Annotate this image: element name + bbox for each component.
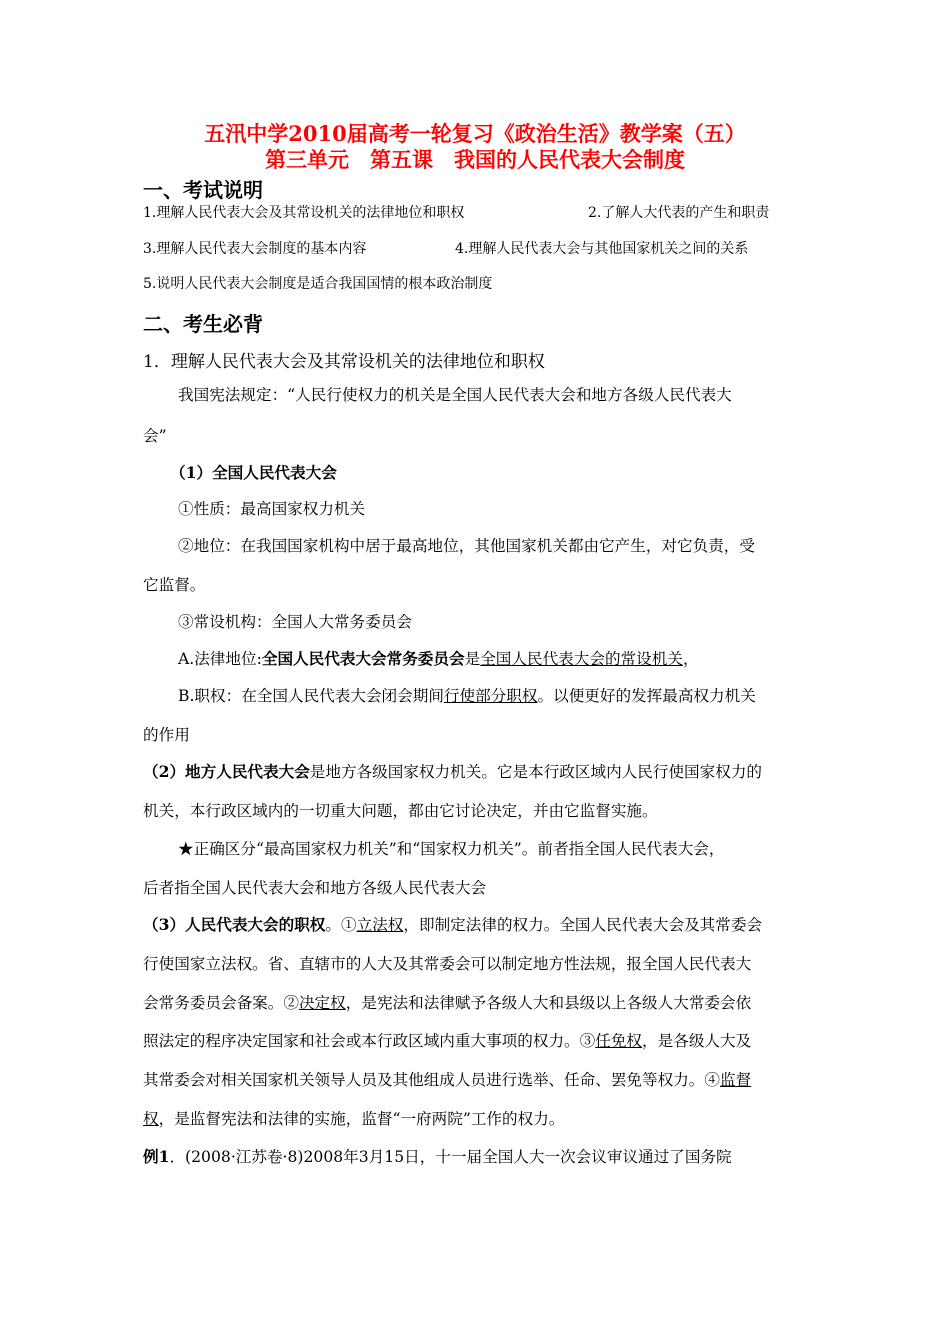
example-line xyxy=(143,1146,732,1168)
example-label: 例1 xyxy=(143,1147,170,1166)
exam-item-2: 2.了解人大代表的产生和职责 xyxy=(588,205,770,221)
text-run: ， xyxy=(682,650,699,668)
paragraph-line: 的作用 xyxy=(143,726,190,744)
paragraph-line: ②地位：在我国国家机构中居于最高地位，其他国家机关都由它产生，对它负责，受 xyxy=(178,537,755,555)
paragraph-line: 会” xyxy=(143,427,167,445)
section-heading-must-memorize: 二、考生必背 xyxy=(143,312,263,336)
underlined-text: 监督 xyxy=(719,1071,752,1089)
paragraph-line: 行使国家立法权。省、直辖市的人大及其常委会可以制定地方性法规，报全国人民代表大 xyxy=(143,955,752,973)
document-title: 五汛中学2010届高考一轮复习《政治生活》教学案（五） xyxy=(204,121,746,146)
text-run: 会常务委员会备案。② xyxy=(143,994,299,1012)
text-run: A.法律地位: xyxy=(178,650,262,668)
text-run: 是 xyxy=(464,650,481,668)
text-run: ，是监督宪法和法律的实施，监督“一府两院”工作的权力。 xyxy=(158,1110,565,1128)
paragraph-line: 我国宪法规定：“人民行使权力的机关是全国人民代表大会和地方各级人民代表大 xyxy=(178,386,732,404)
text-run: 是地方各级国家权力机关。它是本行政区域内人民行使国家权力的 xyxy=(309,763,763,781)
paragraph-line xyxy=(143,914,762,936)
underlined-text: 行使部分职权 xyxy=(443,687,538,705)
text-run: 照法定的程序决定国家和社会或本行政区域内重大事项的权力。③ xyxy=(143,1032,596,1050)
paragraph-line xyxy=(143,1108,564,1130)
text-run: ，是各级人大及 xyxy=(642,1032,752,1050)
document-subtitle: 第三单元 第五课 我国的人民代表大会制度 xyxy=(265,147,685,172)
underlined-text: 权 xyxy=(143,1110,159,1128)
paragraph-line: 机关，本行政区域内的一切重大问题，都由它讨论决定，并由它监督实施。 xyxy=(143,802,658,820)
section-heading-exam-notes: 一、考试说明 xyxy=(143,178,263,202)
text-run: ．(2008·江苏卷·8)2008年3月15日，十一届全国人大一次会议审议通过了国务院 xyxy=(169,1148,732,1166)
bold-text: （2）地方人民代表大会 xyxy=(143,762,310,781)
paragraph-line xyxy=(143,1030,751,1052)
text-run: 其常委会对相关国家机关领导人员及其他组成人员进行选举、任命、罢免等权力。④ xyxy=(143,1071,720,1089)
paragraph-line xyxy=(178,648,699,670)
paragraph-line: 后者指全国人民代表大会和地方各级人民代表大会 xyxy=(143,879,487,897)
paragraph-line: 它监督。 xyxy=(143,576,206,594)
subheading-npc: （1）全国人民代表大会 xyxy=(170,463,337,482)
text-run: ，是宪法和法律赋予各级人大和县级以上各级人大常委会依 xyxy=(345,994,752,1012)
exam-item-3: 3.理解人民代表大会制度的基本内容 xyxy=(143,241,367,257)
underlined-text: 全国人民代表大会的常设机关 xyxy=(480,650,683,668)
underlined-text: 立法权 xyxy=(356,916,404,934)
text-run: ，即制定法律的权力。全国人民代表大会及其常委会 xyxy=(403,916,763,934)
text-run: B.职权：在全国人民代表大会闭会期间 xyxy=(178,687,444,705)
paragraph-line xyxy=(143,992,751,1014)
text-run: 。以便更好的发挥最高权力机关 xyxy=(537,687,756,705)
underlined-text: 决定权 xyxy=(298,994,346,1012)
paragraph-line xyxy=(143,761,762,783)
subheading-1: 1．理解人民代表大会及其常设机关的法律地位和职权 xyxy=(143,352,545,372)
text-run: 。① xyxy=(325,916,357,934)
paragraph-line: ③常设机构：全国人大常务委员会 xyxy=(178,613,412,631)
paragraph-line: ①性质：最高国家权力机关 xyxy=(178,500,366,518)
exam-item-5: 5.说明人民代表大会制度是适合我国国情的根本政治制度 xyxy=(143,276,493,292)
paragraph-line: ★正确区分“最高国家权力机关”和“国家权力机关”。前者指全国人民代表大会， xyxy=(178,840,725,858)
paragraph-line xyxy=(178,685,756,707)
underlined-text: 任免权 xyxy=(595,1032,643,1050)
exam-item-1: 1.理解人民代表大会及其常设机关的法律地位和职权 xyxy=(143,205,465,221)
exam-item-4: 4.理解人民代表大会与其他国家机关之间的关系 xyxy=(455,241,749,257)
paragraph-line xyxy=(143,1069,751,1091)
bold-text: 全国人民代表大会常务委员会 xyxy=(261,649,465,668)
bold-text: （3）人民代表大会的职权 xyxy=(143,915,326,934)
